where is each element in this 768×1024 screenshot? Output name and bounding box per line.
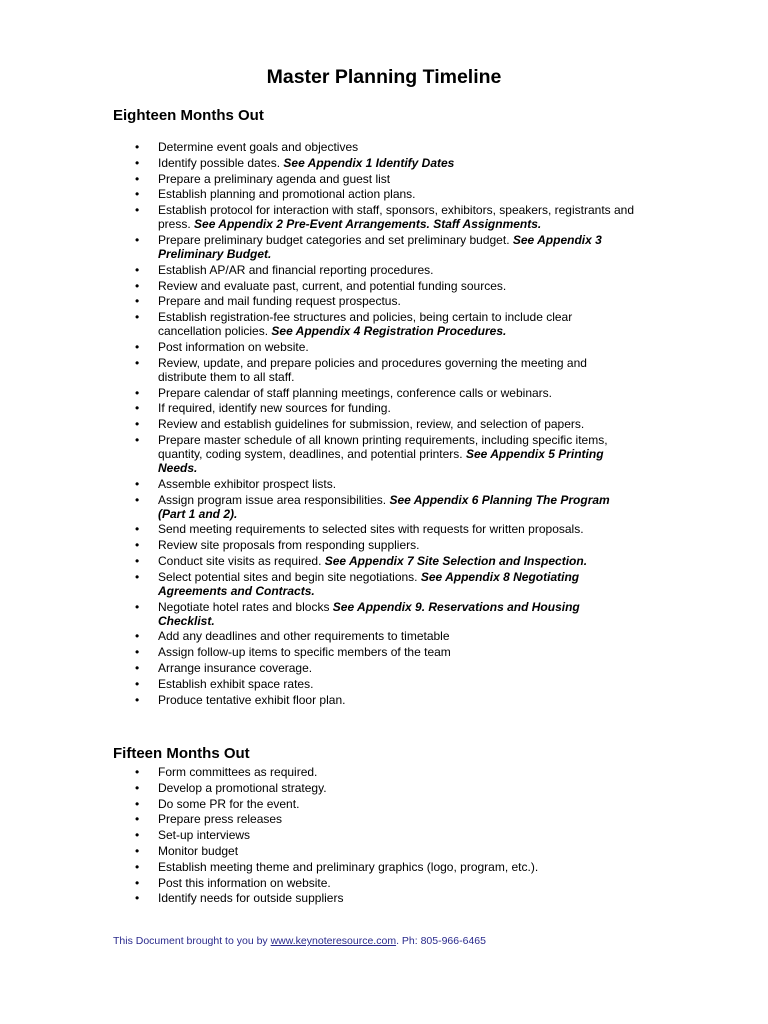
bullet-icon: • bbox=[135, 203, 140, 218]
list-item-text: Prepare and mail funding request prospectus. bbox=[158, 294, 401, 309]
list-item bbox=[135, 765, 638, 779]
list-item bbox=[135, 629, 638, 644]
list-item-text: Select potential sites and begin site negotiations. bbox=[158, 569, 418, 584]
appendix-reference: See Appendix 9. Reservations and Housing Checklist. bbox=[158, 599, 580, 628]
list-item-text: Form committees as required. bbox=[158, 765, 318, 779]
list-item-text: Review, update, and prepare policies and procedures governing the meeting and distribute them to all staff. bbox=[158, 355, 587, 384]
appendix-reference: See Appendix 5 Printing Needs. bbox=[158, 446, 604, 475]
list-item-text: Establish meeting theme and preliminary graphics (logo, program, etc.). bbox=[158, 859, 539, 874]
list-item bbox=[135, 140, 638, 154]
list-item-text: Assemble exhibitor prospect lists. bbox=[158, 476, 337, 491]
bullet-icon: • bbox=[135, 294, 140, 309]
bullet-icon: • bbox=[135, 599, 140, 614]
footer bbox=[113, 935, 486, 947]
bullet-icon: • bbox=[135, 432, 140, 447]
bullet-icon: • bbox=[135, 310, 140, 325]
bullet-icon: • bbox=[135, 765, 140, 779]
bullet-icon: • bbox=[135, 538, 140, 553]
list-item-text: Send meeting requirements to selected sites with requests for written proposals. bbox=[158, 522, 584, 537]
list-item bbox=[135, 859, 638, 874]
list-item-text: Assign program issue area responsibilities. bbox=[158, 492, 387, 507]
appendix-reference: See Appendix 2 Pre-Event Arrangements. Staff Assignments. bbox=[194, 217, 542, 232]
list-item bbox=[135, 522, 638, 537]
bullet-icon: • bbox=[135, 140, 140, 154]
list-item-text: Determine event goals and objectives bbox=[158, 140, 359, 154]
bullet-icon: • bbox=[135, 812, 140, 827]
bullet-icon: • bbox=[135, 522, 140, 537]
list-item bbox=[135, 355, 638, 384]
bullet-icon: • bbox=[135, 417, 140, 432]
bullet-icon: • bbox=[135, 859, 140, 874]
list-item bbox=[135, 339, 638, 354]
bullet-icon: • bbox=[135, 262, 140, 277]
section-heading-fifteen-months: Fifteen Months Out bbox=[113, 745, 250, 762]
list-item bbox=[135, 294, 638, 309]
list-item-text: Establish AP/AR and financial reporting procedures. bbox=[158, 262, 434, 277]
list-item bbox=[135, 171, 638, 186]
list-item bbox=[135, 278, 638, 293]
list-item-text: Prepare preliminary budget categories and set preliminary budget. bbox=[158, 232, 510, 247]
list-item bbox=[135, 401, 638, 416]
list-item-text: Conduct site visits as required. bbox=[158, 553, 322, 568]
list-item-text: Prepare a preliminary agenda and guest list bbox=[158, 171, 391, 186]
bullet-icon: • bbox=[135, 629, 140, 644]
list-item-text: Establish registration-fee structures and policies, being certain to include clear cancellation policies. bbox=[158, 310, 573, 339]
list-item bbox=[135, 676, 638, 691]
list-item bbox=[135, 796, 638, 811]
list-item-text: Identify possible dates. bbox=[158, 155, 281, 170]
bullet-icon: • bbox=[135, 569, 140, 584]
list-item-text: Assign follow-up items to specific members of the team bbox=[158, 645, 451, 660]
list-item bbox=[135, 310, 638, 339]
list-item bbox=[135, 599, 638, 628]
bullet-icon: • bbox=[135, 278, 140, 293]
list-item bbox=[135, 492, 638, 521]
bullet-icon: • bbox=[135, 645, 140, 660]
list-item-text: Produce tentative exhibit floor plan. bbox=[158, 692, 346, 707]
eighteen-months-task-list bbox=[135, 140, 638, 708]
list-item-text: Develop a promotional strategy. bbox=[158, 780, 327, 795]
list-item bbox=[135, 432, 638, 475]
list-item bbox=[135, 203, 638, 232]
footer-prefix: This Document brought to you by bbox=[113, 935, 271, 947]
list-item bbox=[135, 891, 638, 906]
list-item bbox=[135, 476, 638, 491]
list-item-text: Add any deadlines and other requirements to timetable bbox=[158, 629, 450, 644]
list-item-text: Negotiate hotel rates and blocks bbox=[158, 599, 330, 614]
list-item bbox=[135, 780, 638, 795]
bullet-icon: • bbox=[135, 692, 140, 707]
list-item-text: Post this information on website. bbox=[158, 875, 331, 890]
bullet-icon: • bbox=[135, 780, 140, 795]
list-item bbox=[135, 812, 638, 827]
bullet-icon: • bbox=[135, 232, 140, 247]
bullet-icon: • bbox=[135, 385, 140, 400]
list-item-text: Do some PR for the event. bbox=[158, 796, 300, 811]
footer-website-link[interactable]: www.keynoteresource.com bbox=[270, 935, 397, 947]
list-item-text: Identify needs for outside suppliers bbox=[158, 891, 344, 906]
list-item bbox=[135, 262, 638, 277]
bullet-icon: • bbox=[135, 891, 140, 906]
list-item-text: Prepare master schedule of all known printing requirements, including specific items, quantity, coding system, deadlines, and potential printers. bbox=[158, 432, 608, 461]
list-item bbox=[135, 645, 638, 660]
bullet-icon: • bbox=[135, 676, 140, 691]
list-item bbox=[135, 569, 638, 598]
list-item-text: Establish exhibit space rates. bbox=[158, 676, 314, 691]
page-title: Master Planning Timeline bbox=[266, 66, 502, 88]
list-item-text: Establish planning and promotional action plans. bbox=[158, 187, 416, 202]
bullet-icon: • bbox=[135, 355, 140, 370]
list-item bbox=[135, 692, 638, 707]
bullet-icon: • bbox=[135, 875, 140, 890]
bullet-icon: • bbox=[135, 339, 140, 354]
list-item bbox=[135, 843, 638, 858]
list-item bbox=[135, 660, 638, 675]
bullet-icon: • bbox=[135, 553, 140, 568]
list-item-text: Review site proposals from responding suppliers. bbox=[158, 538, 420, 553]
list-item bbox=[135, 538, 638, 553]
bullet-icon: • bbox=[135, 476, 140, 491]
list-item bbox=[135, 385, 638, 400]
bullet-icon: • bbox=[135, 187, 140, 202]
bullet-icon: • bbox=[135, 843, 140, 858]
appendix-reference: See Appendix 6 Planning The Program (Part 1 and 2). bbox=[158, 492, 610, 521]
list-item bbox=[135, 553, 638, 568]
fifteen-months-task-list bbox=[135, 765, 638, 907]
list-item-text: Set-up interviews bbox=[158, 828, 251, 843]
list-item-text: Review and establish guidelines for submission, review, and selection of papers. bbox=[158, 417, 585, 432]
list-item-text: Monitor budget bbox=[158, 843, 239, 858]
bullet-icon: • bbox=[135, 796, 140, 811]
list-item-text: If required, identify new sources for funding. bbox=[158, 401, 391, 416]
bullet-icon: • bbox=[135, 401, 140, 416]
footer-phone: . Ph: 805-966-6465 bbox=[396, 935, 486, 947]
appendix-reference: See Appendix 7 Site Selection and Inspection. bbox=[324, 553, 588, 568]
list-item bbox=[135, 875, 638, 890]
list-item-text: Establish protocol for interaction with staff, sponsors, exhibitors, speakers, registrants and press. bbox=[158, 203, 635, 232]
bullet-icon: • bbox=[135, 660, 140, 675]
bullet-icon: • bbox=[135, 155, 140, 170]
list-item-text: Arrange insurance coverage. bbox=[158, 660, 313, 675]
list-item bbox=[135, 187, 638, 202]
list-item-text: Prepare press releases bbox=[158, 812, 283, 827]
list-item bbox=[135, 828, 638, 843]
appendix-reference: See Appendix 8 Negotiating Agreements and Contracts. bbox=[158, 569, 580, 598]
appendix-reference: See Appendix 1 Identify Dates bbox=[283, 155, 455, 170]
list-item bbox=[135, 232, 638, 261]
appendix-reference: See Appendix 4 Registration Procedures. bbox=[271, 324, 507, 339]
bullet-icon: • bbox=[135, 171, 140, 186]
list-item bbox=[135, 417, 638, 432]
list-item-text: Review and evaluate past, current, and potential funding sources. bbox=[158, 278, 507, 293]
bullet-icon: • bbox=[135, 828, 140, 843]
list-item-text: Post information on website. bbox=[158, 339, 309, 354]
list-item-text: Prepare calendar of staff planning meetings, conference calls or webinars. bbox=[158, 385, 553, 400]
bullet-icon: • bbox=[135, 492, 140, 507]
section-heading-eighteen-months: Eighteen Months Out bbox=[113, 107, 264, 124]
list-item bbox=[135, 155, 638, 170]
appendix-reference: See Appendix 3 Preliminary Budget. bbox=[158, 232, 602, 261]
